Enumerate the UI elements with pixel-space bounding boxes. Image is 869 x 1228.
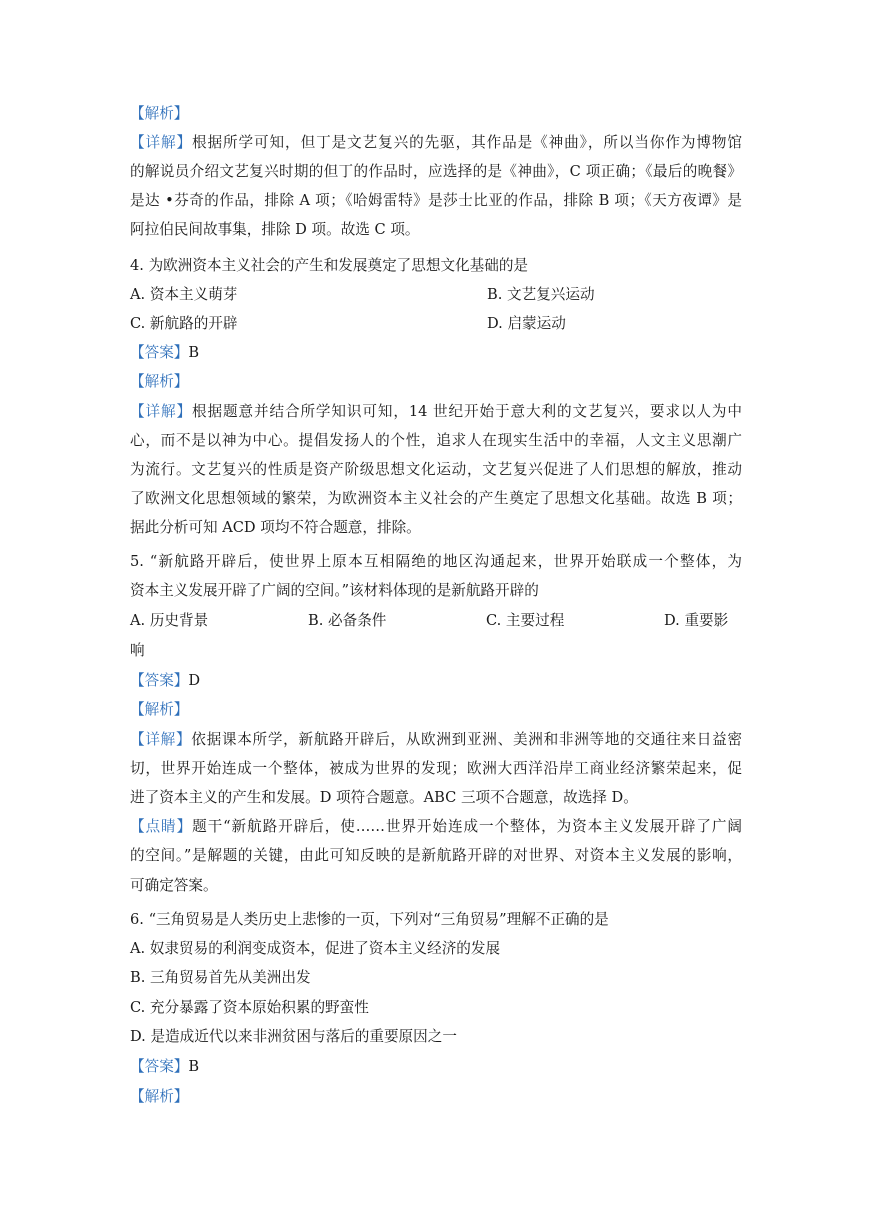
q5-option-a: A. 历史背景 (130, 612, 209, 629)
q6-stem: 6. “三角贸易是人类历史上悲惨的一页，下列对“三角贸易”理解不正确的是 (130, 911, 609, 928)
q6-option-c: C. 充分暴露了资本原始积累的野蛮性 (130, 999, 369, 1016)
q6-option-b: B. 三角贸易首先从美洲出发 (130, 969, 311, 986)
q6-option-a: A. 奴隶贸易的利润变成资本，促进了资本主义经济的发展 (130, 940, 501, 957)
q5-detail-line: 切，世界开始连成一个整体，被成为世界的发现；欧洲大西洋沿岸工商业经济繁荣起来，促 (130, 760, 742, 777)
q5-point-line: 可确定答案。 (130, 877, 218, 894)
q3-detail-line: 的解说员介绍文艺复兴时期的但丁的作品时，应选择的是《神曲》，C 项正确；《最后的晚餐》 (130, 163, 742, 180)
q4-detail-line: 【详解】根据题意并结合所学知识可知，14 世纪开始于意大利的文艺复兴，要求以人为中 (130, 403, 742, 420)
q5-stem-line: 资本主义发展开辟了广阔的空间。”该材料体现的是新航路开辟的 (130, 582, 539, 599)
q4-detail-line: 心，而不是以神为中心。提倡发扬人的个性，追求人在现实生活中的幸福，人文主义思潮广 (130, 432, 742, 449)
q5-detail-line: 进了资本主义的产生和发展。D 项符合题意。ABC 三项不合题意，故选择 D。 (130, 789, 638, 806)
q5-option-b: B. 必备条件 (308, 612, 387, 629)
q5-option-d-wrap: 响 (130, 642, 145, 659)
q4-detail-line: 了欧洲文化思想领域的繁荣，为欧洲资本主义社会的产生奠定了思想文化基础。故选 B 项； (130, 490, 742, 507)
q6-answer: 【答案】B (130, 1058, 200, 1075)
q4-option-c: C. 新航路的开辟 (130, 315, 238, 332)
q4-analysis-label: 【解析】 (130, 373, 189, 390)
q4-answer: 【答案】B (130, 344, 200, 361)
q6-analysis-label: 【解析】 (130, 1088, 189, 1105)
q5-stem-line: 5. “新航路开辟后，使世界上原本互相隔绝的地区沟通起来，世界开始联成一个整体，为 (130, 553, 742, 570)
q5-answer: 【答案】D (130, 672, 201, 689)
q5-analysis-label: 【解析】 (130, 701, 189, 718)
q4-option-b: B. 文艺复兴运动 (487, 286, 595, 303)
q4-detail-line: 据此分析可知 ACD 项均不符合题意，排除。 (130, 519, 421, 536)
q4-option-a: A. 资本主义萌芽 (130, 286, 238, 303)
q3-analysis-label: 【解析】 (130, 105, 189, 122)
q3-detail-line: 【详解】根据所学可知，但丁是文艺复兴的先驱，其作品是《神曲》，所以当你作为博物馆 (130, 134, 742, 151)
q4-stem: 4. 为欧洲资本主义社会的产生和发展奠定了思想文化基础的是 (130, 257, 529, 274)
q3-detail-line: 是达 •芬奇的作品，排除 A 项；《哈姆雷特》是莎士比亚的作品，排除 B 项；《天方夜谭》是 (130, 192, 742, 209)
q6-option-d: D. 是造成近代以来非洲贫困与落后的重要原因之一 (130, 1028, 457, 1045)
q5-point-line: 【点睛】题干“新航路开辟后，使……世界开始连成一个整体，为资本主义发展开辟了广阔 (130, 818, 742, 835)
q3-detail-line: 阿拉伯民间故事集，排除 D 项。故选 C 项。 (130, 221, 420, 238)
q4-option-d: D. 启蒙运动 (487, 315, 566, 332)
q5-option-d: D. 重要影 (664, 612, 729, 629)
q5-point-line: 的空间。”是解题的关键，由此可知反映的是新航路开辟的对世界、对资本主义发展的影响， (130, 847, 742, 864)
q5-detail-line: 【详解】依据课本所学，新航路开辟后，从欧洲到亚洲、美洲和非洲等地的交通往来日益密 (130, 731, 742, 748)
q5-option-c: C. 主要过程 (486, 612, 565, 629)
q4-detail-line: 为流行。文艺复兴的性质是资产阶级思想文化运动，文艺复兴促进了人们思想的解放，推动 (130, 461, 742, 478)
